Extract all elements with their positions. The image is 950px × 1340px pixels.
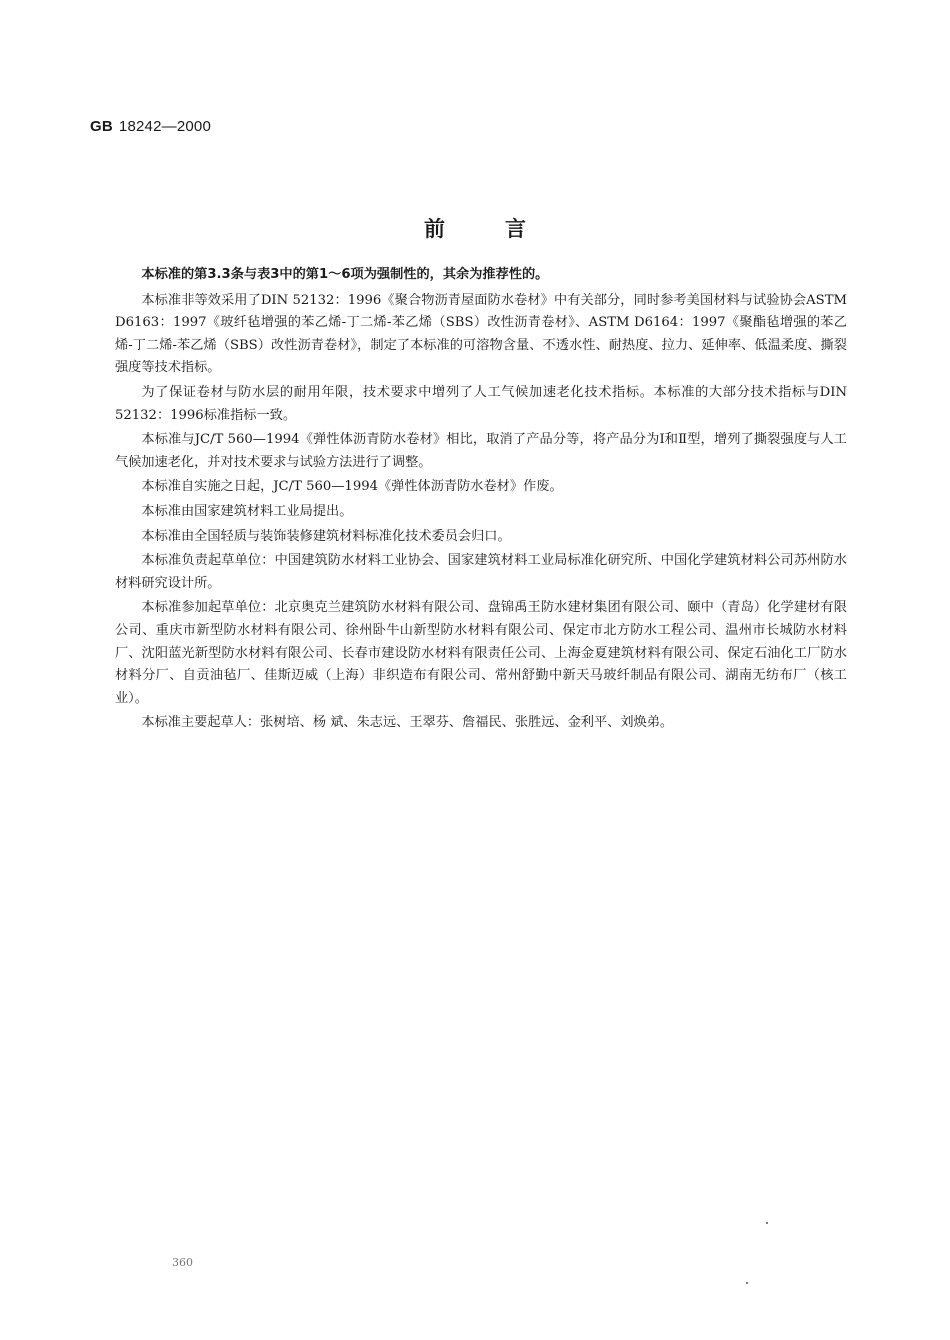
paragraph-proposed-by: 本标准由国家建筑材料工业局提出。 [141, 503, 353, 519]
page-number: 360 [172, 1256, 193, 1269]
paragraph-centralized-by: 本标准由全国轻质与装饰装修建筑材料标准化技术委员会归口。 [141, 528, 511, 544]
paragraph-drafters: 本标准主要起草人：张树培、杨 斌、朱志远、王翠芬、詹福民、张胜远、金利平、刘焕弟。 [141, 715, 674, 731]
paragraph-mandatory-note: 本标准的第3.3条与表3中的第1～6项为强制性的，其余为推荐性的。 [141, 267, 549, 282]
page-title: 前言 [424, 217, 586, 241]
standard-number: 18242—2000 [118, 118, 211, 135]
scan-speck [746, 1282, 748, 1284]
paragraph-durability: 为了保证卷材与防水层的耐用年限，技术要求中增列了人工气候加速老化技术指标。本标准的大部分技术指标与DIN 52132：1996标准指标一致。 [115, 384, 847, 423]
paragraph-drafting-lead: 本标准负责起草单位：中国建筑防水材料工业协会、国家建筑材料工业局标准化研究所、中国化学建筑材料公司苏州防水材料研究设计所。 [115, 553, 847, 591]
standard-code [90, 118, 211, 135]
paragraph-supersedes: 本标准自实施之日起，JC/T 560—1994《弹性体沥青防水卷材》作废。 [141, 479, 563, 495]
paragraph-comparison: 本标准与JC/T 560—1994《弹性体沥青防水卷材》相比，取消了产品分等，将产品分为Ⅰ和Ⅱ型，增列了撕裂强度与人工气候加速老化，并对技术要求与试验方法进行了调整。 [115, 432, 847, 470]
paragraph-drafting-participants: 本标准参加起草单位：北京奥克兰建筑防水材料有限公司、盘锦禹王防水建材集团有限公司、颐中（青岛）化学建材有限公司、重庆市新型防水材料有限公司、徐州卧牛山新型防水材料有限公司、保定市北方防水工程公司、温州市长城防水材料厂、沈阳蓝光新型防水材料有限公司、长春市建设防水材料有限责任公司、上海金夏建筑材料有限公司、保定石油化工厂防水材料分厂、自贡油毡厂、佳斯迈威（上海）非织造布有限公司、常州舒勤中新天马玻纤制品有限公司、湖南无纺布厂（核工业）。 [115, 600, 847, 706]
paragraph-adoption: 本标准非等效采用了DIN 52132：1996《聚合物沥青屋面防水卷材》中有关部分，同时参考美国材料与试验协会ASTM D6163：1997《玻纤毡增强的苯乙烯-丁二烯-苯乙烯（SBS）改性沥青卷材》、ASTM D6164：1997《聚酯毡增强的苯乙烯-丁二烯-苯乙烯（SBS）改性沥青卷材》，制定了本标准的可溶物含量、不透水性、耐热度、拉力、延伸率、低温柔度、撕裂强度等技术指标。 [115, 292, 847, 376]
standard-prefix: GB [90, 118, 113, 135]
foreword-body [115, 264, 847, 737]
scan-speck [766, 1222, 768, 1224]
